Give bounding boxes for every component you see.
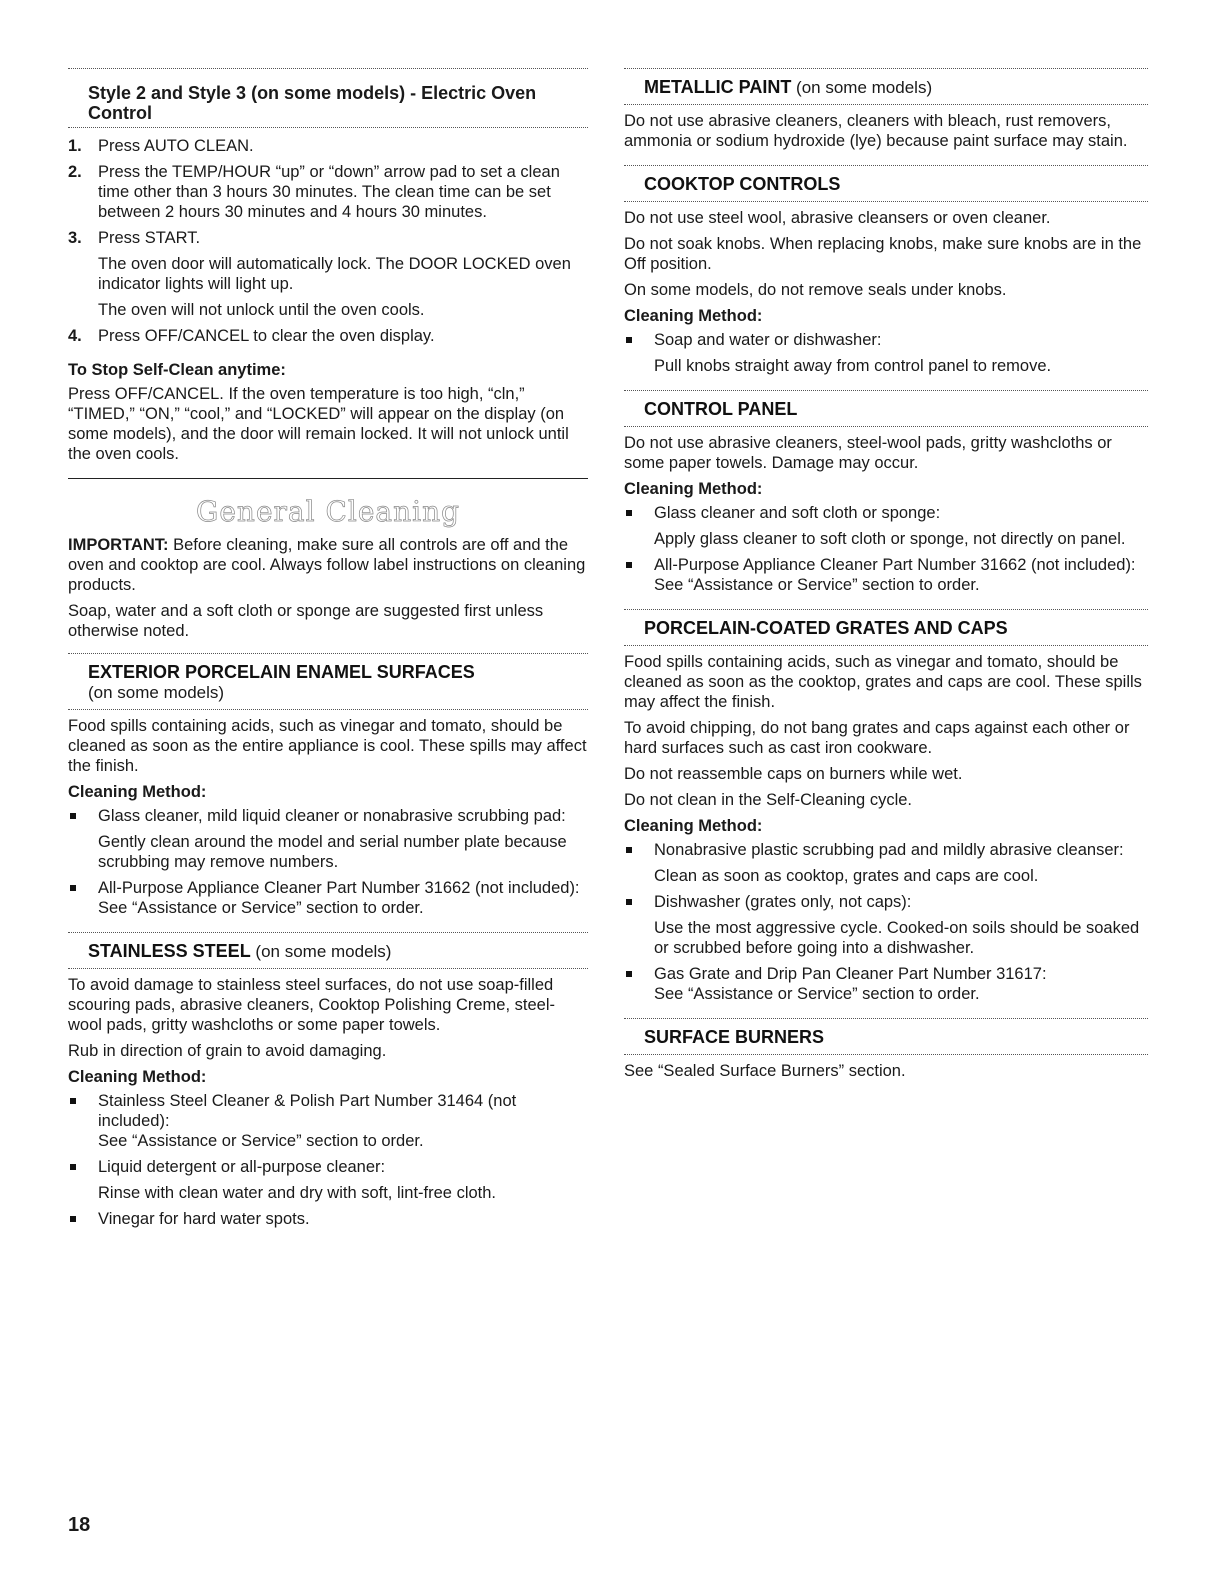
paragraph: Food spills containing acids, such as vinegar and tomato, should be cleaned as soon as the cooktop, grates and caps are cool. These spills may affect the finish. <box>624 653 1142 711</box>
right-column <box>624 68 1148 1095</box>
method-text: Soap and water or dishwasher: <box>654 331 882 349</box>
section-title: STAINLESS STEEL <box>88 941 251 961</box>
cleaning-method-label: Cleaning Method: <box>68 783 207 801</box>
method-item <box>624 503 1148 549</box>
section-body-porcelain-grates <box>624 646 1148 1004</box>
section-heading-cooktop-controls <box>624 166 1148 201</box>
section-title: SURFACE BURNERS <box>644 1027 825 1047</box>
bullet-square-icon <box>626 562 632 568</box>
method-text: All-Purpose Appliance Cleaner Part Number 31662 (not included): <box>98 879 580 897</box>
paragraph: Do not soak knobs. When replacing knobs, make sure knobs are in the Off position. <box>624 235 1142 273</box>
method-text: Glass cleaner, mild liquid cleaner or nonabrasive scrubbing pad: <box>98 807 566 825</box>
bullet-square-icon <box>70 1164 76 1170</box>
cleaning-method-label: Cleaning Method: <box>624 817 763 835</box>
section-heading-surface-burners <box>624 1019 1148 1054</box>
bullet-square-icon <box>70 1098 76 1104</box>
paragraph: Do not reassemble caps on burners while wet. <box>624 765 963 783</box>
self-clean-steps <box>68 136 588 346</box>
bullet-square-icon <box>70 1216 76 1222</box>
step-item <box>68 136 588 156</box>
section-body-exterior-porcelain <box>68 710 588 918</box>
method-text: Dishwasher (grates only, not caps): <box>654 893 912 911</box>
paragraph: Do not use steel wool, abrasive cleansers or oven cleaner. <box>624 209 1051 227</box>
section-body-stainless-steel <box>68 969 588 1229</box>
method-text: All-Purpose Appliance Cleaner Part Number 31662 (not included): <box>654 556 1136 574</box>
method-note: See “Assistance or Service” section to order. <box>654 576 980 594</box>
method-item <box>624 964 1148 1004</box>
section-heading-porcelain-grates <box>624 610 1148 645</box>
method-item <box>624 892 1148 958</box>
step-number: 2. <box>68 163 82 181</box>
cleaning-method-label: Cleaning Method: <box>68 1068 207 1086</box>
divider <box>68 127 588 128</box>
method-text: Stainless Steel Cleaner & Polish Part Number 31464 (not included): <box>98 1092 517 1130</box>
method-item <box>624 330 1148 376</box>
step-text: Press OFF/CANCEL to clear the oven display. <box>98 327 435 345</box>
method-note: See “Assistance or Service” section to order. <box>654 985 980 1003</box>
method-note: Rinse with clean water and dry with soft, lint-free cloth. <box>98 1184 497 1202</box>
general-cleaning-title: General Cleaning <box>195 495 461 528</box>
paragraph: Rub in direction of grain to avoid damaging. <box>68 1042 387 1060</box>
oven-control-heading: Style 2 and Style 3 (on some models) - Electric Oven Control <box>88 83 537 123</box>
method-text: Gas Grate and Drip Pan Cleaner Part Number 31617: <box>654 965 1047 983</box>
section-body-metallic-paint <box>624 105 1148 151</box>
stop-self-clean-heading: To Stop Self-Clean anytime: <box>68 361 286 379</box>
important-text: Before cleaning, make sure all controls are off and the oven and cooktop are cool. Always follow label instructions on cleaning products. <box>68 536 586 594</box>
paragraph: See “Sealed Surface Burners” section. <box>624 1062 906 1080</box>
section-subtitle: (on some models) <box>88 683 225 702</box>
method-note: See “Assistance or Service” section to order. <box>98 899 424 917</box>
bullet-square-icon <box>626 899 632 905</box>
bullet-square-icon <box>70 885 76 891</box>
cleaning-method-label: Cleaning Method: <box>624 307 763 325</box>
method-item <box>68 1209 588 1229</box>
section-heading-metallic-paint <box>624 69 1148 104</box>
general-intro: Soap, water and a soft cloth or sponge are suggested first unless otherwise noted. <box>68 602 544 640</box>
method-note: Use the most aggressive cycle. Cooked-on soils should be soaked or scrubbed before going into a dishwasher. <box>654 919 1140 957</box>
method-item <box>624 555 1148 595</box>
paragraph: To avoid chipping, do not bang grates and caps against each other or hard surfaces such as cast iron cookware. <box>624 719 1130 757</box>
method-text: Glass cleaner and soft cloth or sponge: <box>654 504 941 522</box>
step-number: 4. <box>68 327 82 345</box>
paragraph: Do not clean in the Self-Cleaning cycle. <box>624 791 912 809</box>
step-number: 3. <box>68 229 82 247</box>
section-title: PORCELAIN-COATED GRATES AND CAPS <box>644 618 1008 638</box>
method-note: See “Assistance or Service” section to order. <box>98 1132 424 1150</box>
section-body-surface-burners <box>624 1055 1148 1081</box>
section-title: COOKTOP CONTROLS <box>644 174 841 194</box>
page-number: 18 <box>68 1514 91 1536</box>
section-body-cooktop-controls <box>624 202 1148 376</box>
paragraph: Food spills containing acids, such as vinegar and tomato, should be cleaned as soon as the entire appliance is cool. These spills may affect the finish. <box>68 717 587 775</box>
bullet-square-icon <box>626 337 632 343</box>
method-note: Gently clean around the model and serial number plate because scrubbing may remove numbers. <box>98 833 567 871</box>
section-heading-stainless-steel <box>68 933 588 968</box>
section-title: CONTROL PANEL <box>644 399 798 419</box>
method-note: Clean as soon as cooktop, grates and caps are cool. <box>654 867 1039 885</box>
paragraph: Do not use abrasive cleaners, steel-wool pads, gritty washcloths or some paper towels. Damage may occur. <box>624 434 1112 472</box>
step-note: The oven will not unlock until the oven cools. <box>98 301 425 319</box>
important-label: IMPORTANT: <box>68 536 169 554</box>
method-note: Apply glass cleaner to soft cloth or sponge, not directly on panel. <box>654 530 1126 548</box>
method-text: Vinegar for hard water spots. <box>98 1210 310 1228</box>
method-note: Pull knobs straight away from control panel to remove. <box>654 357 1052 375</box>
section-heading-control-panel <box>624 391 1148 426</box>
step-item <box>68 228 588 320</box>
bullet-square-icon <box>626 971 632 977</box>
step-number: 1. <box>68 137 82 155</box>
section-subtitle: (on some models) <box>791 78 933 97</box>
step-text: Press START. <box>98 229 201 247</box>
method-text: Liquid detergent or all-purpose cleaner: <box>98 1158 386 1176</box>
important-note <box>68 535 588 595</box>
section-title: METALLIC PAINT <box>644 77 792 97</box>
paragraph: Do not use abrasive cleaners, cleaners with bleach, rust removers, ammonia or sodium hydroxide (lye) because paint surface may stain. <box>624 112 1128 150</box>
section-body-control-panel <box>624 427 1148 595</box>
method-text: Nonabrasive plastic scrubbing pad and mildly abrasive cleanser: <box>654 841 1124 859</box>
paragraph: To avoid damage to stainless steel surfaces, do not use soap-filled scouring pads, abrasive cleaners, Cooktop Polishing Creme, steel-wool pads, gritty washcloths or some paper towels. <box>68 976 555 1034</box>
section-heading-exterior-porcelain <box>68 654 588 709</box>
left-column <box>68 68 588 1243</box>
method-item <box>68 878 588 918</box>
step-text: Press AUTO CLEAN. <box>98 137 254 155</box>
section-rule <box>68 478 588 479</box>
bullet-square-icon <box>626 510 632 516</box>
section-title: EXTERIOR PORCELAIN ENAMEL SURFACES <box>88 662 475 682</box>
step-item <box>68 326 588 346</box>
method-item <box>68 806 588 872</box>
paragraph: On some models, do not remove seals under knobs. <box>624 281 1007 299</box>
method-item <box>68 1157 588 1203</box>
step-text: Press the TEMP/HOUR “up” or “down” arrow pad to set a clean time other than 3 hours 30 minutes. The clean time can be set between 2 hours 30 minutes and 4 hours 30 minutes. <box>98 163 560 221</box>
step-item <box>68 162 588 222</box>
method-item <box>624 840 1148 886</box>
method-item <box>68 1091 588 1151</box>
bullet-square-icon <box>70 813 76 819</box>
section-subtitle: (on some models) <box>250 942 392 961</box>
cleaning-method-label: Cleaning Method: <box>624 480 763 498</box>
bullet-square-icon <box>626 847 632 853</box>
stop-self-clean-text: Press OFF/CANCEL. If the oven temperature is too high, “cln,” “TIMED,” “ON,” “cool,” and “LOCKED” will appear on the display (on some models), and the door will remain locked. It will not unlock until the oven cools. <box>68 385 569 463</box>
step-note: The oven door will automatically lock. The DOOR LOCKED oven indicator lights will light up. <box>98 255 571 293</box>
